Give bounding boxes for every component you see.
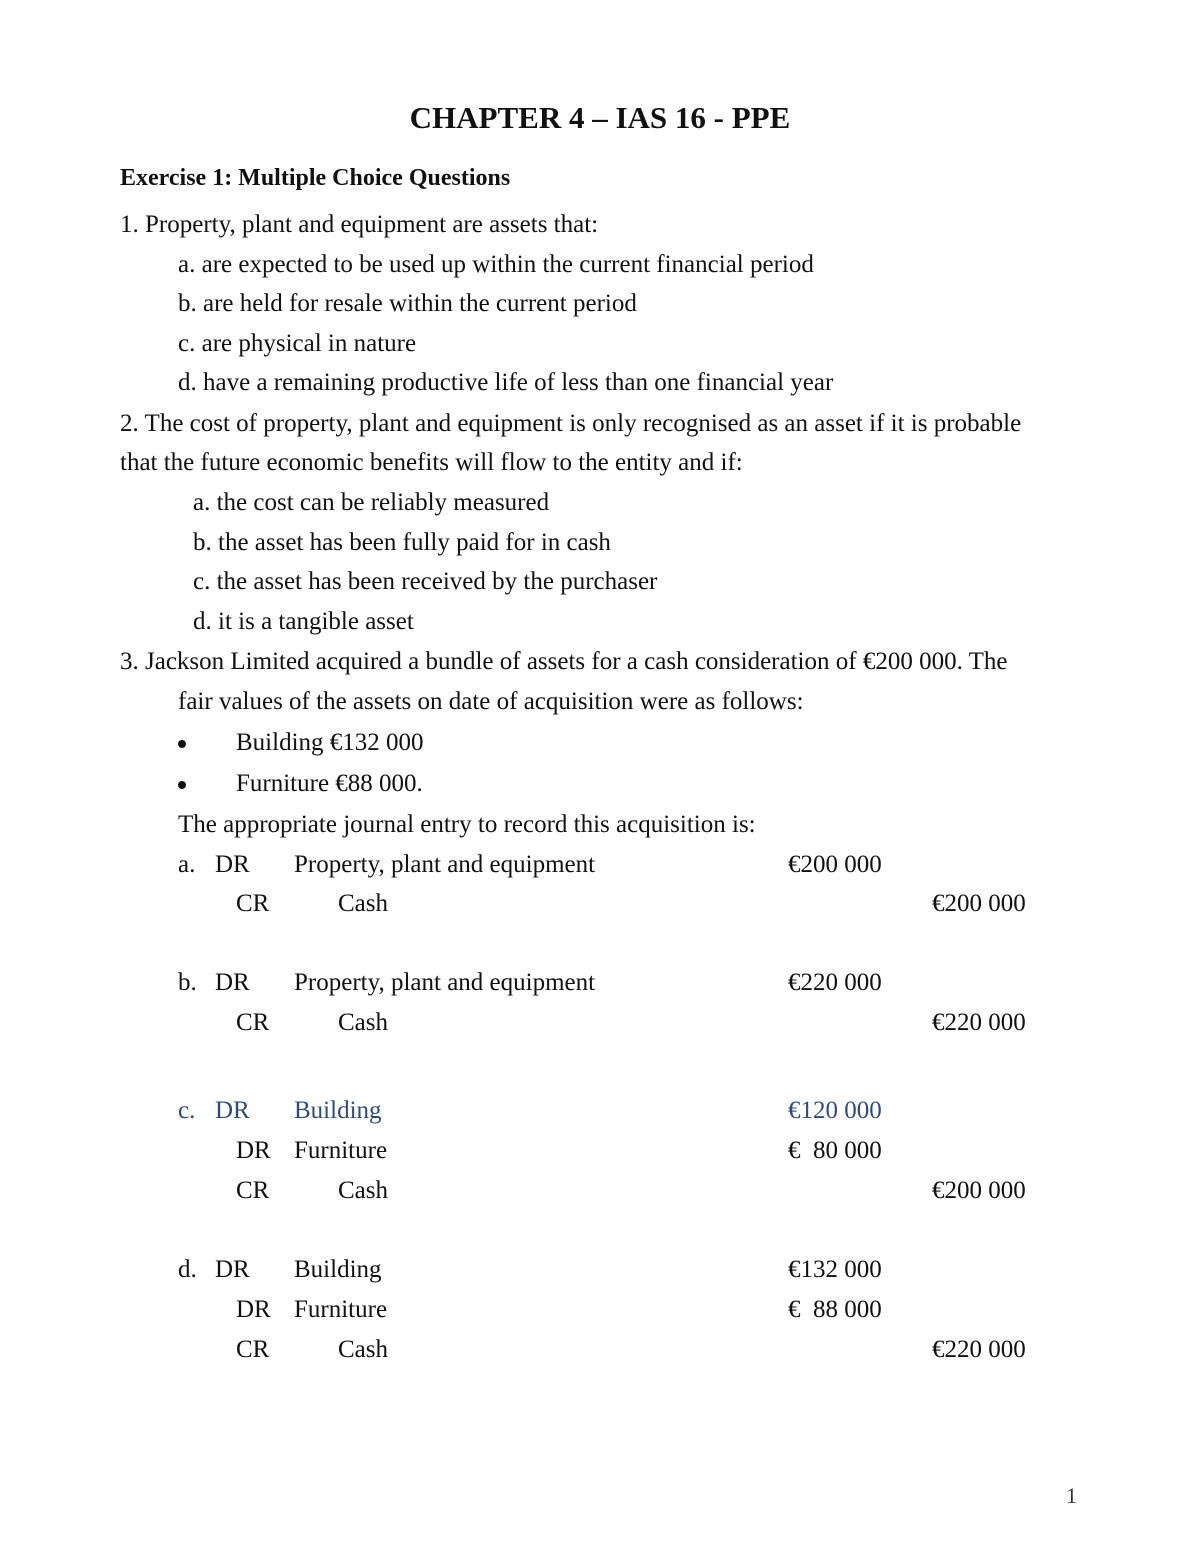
entry-credit: €220 000: [932, 1009, 1026, 1036]
q1-option-b: b. are held for resale within the current period: [178, 290, 637, 317]
question-1: 1. Property, plant and equipment are assets that:: [120, 211, 599, 238]
question-2-line-1: 2. The cost of property, plant and equipment is only recognised as an asset if it is probable: [120, 410, 1022, 437]
q1-option-a: a. are expected to be used up within the current financial period: [178, 251, 814, 278]
entry-account: Building: [294, 1097, 382, 1124]
q2-option-c: c. the asset has been received by the purchaser: [193, 568, 658, 595]
q3-option-letter: a.: [178, 851, 196, 878]
entry-account: Building: [294, 1256, 382, 1283]
entry-account: Property, plant and equipment: [294, 851, 596, 878]
q2-option-d: d. it is a tangible asset: [193, 608, 414, 635]
entry-credit: €200 000: [932, 890, 1026, 917]
q2-option-a: a. the cost can be reliably measured: [193, 489, 550, 516]
question-3-line-1: 3. Jackson Limited acquired a bundle of assets for a cash consideration of €200 000. The: [120, 648, 1008, 675]
entry-debit: €120 000: [788, 1097, 882, 1124]
entry-type: CR: [236, 890, 270, 917]
q3-option-letter: d.: [178, 1256, 197, 1283]
entry-type: CR: [236, 1336, 270, 1363]
entry-debit: €132 000: [788, 1256, 882, 1283]
entry-account: Furniture: [294, 1137, 388, 1164]
entry-type: CR: [236, 1009, 270, 1036]
entry-account: Cash: [338, 1177, 388, 1204]
bullet-furniture: Furniture €88 000.: [236, 770, 423, 797]
q3-option-letter: c.: [178, 1097, 196, 1124]
entry-debit: € 88 000: [788, 1296, 882, 1323]
entry-account: Cash: [338, 1009, 388, 1036]
entry-type: DR: [236, 1296, 271, 1323]
question-3-line-2: fair values of the assets on date of acquisition were as follows:: [178, 688, 804, 715]
entry-debit: € 80 000: [788, 1137, 882, 1164]
q1-option-c: c. are physical in nature: [178, 330, 417, 357]
entry-account: Property, plant and equipment: [294, 969, 596, 996]
entry-type: CR: [236, 1177, 270, 1204]
q3-option-letter: b.: [178, 969, 197, 996]
entry-type: DR: [236, 1137, 271, 1164]
page-title: CHAPTER 4 – IAS 16 - PPE: [409, 100, 791, 135]
journal-entry-prompt: The appropriate journal entry to record this acquisition is:: [178, 811, 756, 838]
entry-type: DR: [215, 1097, 250, 1124]
exercise-heading: Exercise 1: Multiple Choice Questions: [120, 165, 511, 191]
q1-option-d: d. have a remaining productive life of less than one financial year: [178, 369, 834, 396]
entry-type: DR: [215, 969, 250, 996]
entry-credit: €220 000: [932, 1336, 1026, 1363]
entry-account: Furniture: [294, 1296, 388, 1323]
bullet-icon: [178, 740, 186, 748]
entry-credit: €200 000: [932, 1177, 1026, 1204]
page-number: 1: [1066, 1483, 1077, 1508]
question-2-line-2: that the future economic benefits will flow to the entity and if:: [120, 449, 743, 476]
q2-option-b: b. the asset has been fully paid for in cash: [193, 529, 611, 556]
entry-type: DR: [215, 851, 250, 878]
entry-debit: €200 000: [788, 851, 882, 878]
entry-type: DR: [215, 1256, 250, 1283]
entry-debit: €220 000: [788, 969, 882, 996]
bullet-building: Building €132 000: [236, 729, 424, 756]
entry-account: Cash: [338, 890, 388, 917]
entry-account: Cash: [338, 1336, 388, 1363]
bullet-icon: [178, 781, 186, 789]
